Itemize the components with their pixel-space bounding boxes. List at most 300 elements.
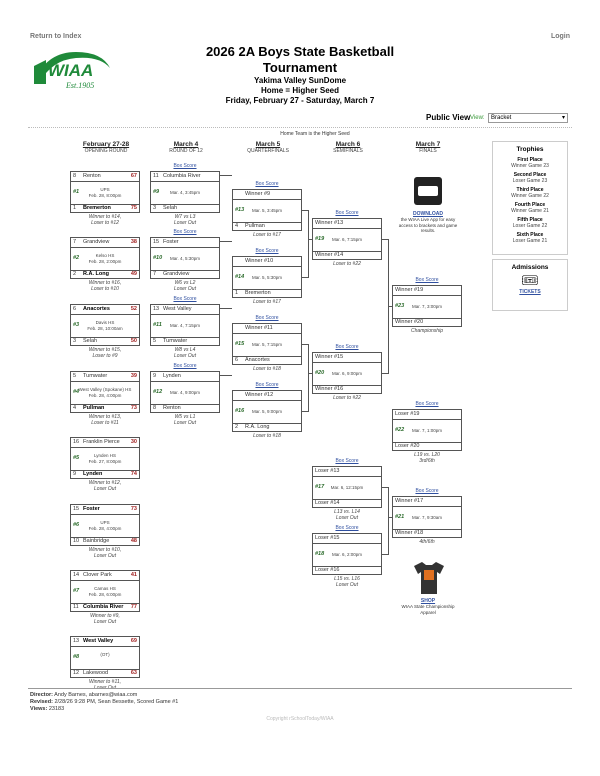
team-name: Lynden bbox=[83, 471, 103, 477]
team-row-bottom[interactable] bbox=[233, 356, 301, 365]
team-name: R.A. Long bbox=[245, 424, 270, 430]
game-time: Feb. 28, 4:00pm bbox=[88, 526, 122, 531]
box-score-link[interactable]: Box Score bbox=[335, 210, 359, 216]
game-box[interactable] bbox=[70, 504, 140, 546]
team-seed: 3 bbox=[153, 205, 157, 211]
bracket-line bbox=[308, 344, 309, 412]
game-box[interactable] bbox=[70, 371, 140, 413]
team-name: Clover Park bbox=[83, 572, 112, 578]
team-row-bottom[interactable] bbox=[313, 566, 381, 575]
team-row-bottom[interactable] bbox=[151, 270, 219, 279]
box-score-link[interactable]: Box Score bbox=[335, 458, 359, 464]
column-header bbox=[306, 141, 390, 154]
game-note: Loser to #22 bbox=[333, 261, 361, 267]
team-row-top[interactable] bbox=[313, 534, 381, 543]
team-name: Anacortes bbox=[83, 306, 110, 312]
game-number: #12 bbox=[153, 389, 163, 395]
team-row-top[interactable] bbox=[71, 172, 139, 181]
game-time: Mar. 5, 9:00pm bbox=[251, 409, 282, 414]
team-name: R.A. Long bbox=[83, 271, 109, 277]
game-time: Feb. 27, 8:00pm bbox=[88, 459, 122, 464]
team-score: 73 bbox=[130, 405, 137, 411]
row-divider bbox=[71, 514, 139, 515]
column-round: OPENING ROUND bbox=[84, 148, 128, 154]
team-row-bottom[interactable] bbox=[313, 499, 381, 508]
game-note: Loser to #9 bbox=[92, 353, 118, 359]
game-number: #18 bbox=[315, 551, 325, 557]
game-box[interactable] bbox=[70, 437, 140, 479]
box-score-link[interactable]: Box Score bbox=[255, 315, 279, 321]
trophy-place: Sixth Place bbox=[516, 232, 544, 238]
team-name: Loser #14 bbox=[315, 500, 340, 506]
game-box[interactable] bbox=[392, 496, 462, 538]
game-box[interactable] bbox=[70, 171, 140, 213]
row-divider bbox=[233, 400, 301, 401]
game-box[interactable] bbox=[70, 636, 140, 678]
game-note: Loser Out bbox=[336, 515, 358, 521]
game-box[interactable] bbox=[312, 352, 382, 394]
game-note: Championship bbox=[411, 328, 443, 334]
team-name: Pullman bbox=[245, 223, 265, 229]
team-seed: 13 bbox=[153, 306, 160, 312]
game-note: 4th/6th bbox=[419, 539, 435, 545]
team-row-bottom[interactable] bbox=[151, 204, 219, 213]
game-box[interactable] bbox=[150, 304, 220, 346]
game-number: #10 bbox=[153, 255, 163, 261]
team-seed: 4 bbox=[235, 223, 239, 229]
game-box[interactable] bbox=[312, 466, 382, 508]
copyright: Copyright rSchoolToday/WIAA bbox=[266, 716, 334, 722]
team-row-bottom[interactable] bbox=[71, 337, 139, 346]
team-name: Bainbridge bbox=[83, 538, 110, 544]
trophy-item bbox=[493, 172, 567, 184]
box-score-link[interactable]: Box Score bbox=[173, 229, 197, 235]
team-score: 48 bbox=[130, 538, 137, 544]
app-description: the WIAA Live App for easy access to brackets and game results. bbox=[398, 217, 458, 233]
game-site: Kelso HS bbox=[95, 253, 115, 258]
team-row-top[interactable] bbox=[233, 257, 301, 266]
game-note: Loser to #18 bbox=[253, 366, 281, 372]
game-time: Mar. 4, 3:45pm bbox=[169, 190, 200, 195]
bracket-line bbox=[308, 210, 309, 278]
team-seed: 1 bbox=[235, 290, 239, 296]
game-number: #7 bbox=[73, 588, 80, 594]
bracket-line bbox=[220, 241, 232, 242]
team-row-top[interactable] bbox=[151, 372, 219, 381]
game-time: Mar. 5, 5:30pm bbox=[251, 275, 282, 280]
column-date: March 4 bbox=[173, 141, 199, 148]
game-box[interactable] bbox=[232, 189, 302, 231]
game-box[interactable] bbox=[70, 304, 140, 346]
team-seed: 5 bbox=[153, 338, 157, 344]
team-row-bottom[interactable] bbox=[233, 289, 301, 298]
team-row-bottom[interactable] bbox=[233, 423, 301, 432]
team-score: 41 bbox=[130, 572, 137, 578]
row-divider bbox=[393, 506, 461, 507]
apparel-icon[interactable] bbox=[410, 560, 448, 596]
game-number: #9 bbox=[153, 189, 160, 195]
team-name: Winner #11 bbox=[245, 325, 273, 331]
chevron-down-icon: ▾ bbox=[561, 115, 565, 121]
box-score-link[interactable]: Box Score bbox=[173, 163, 197, 169]
team-seed: 14 bbox=[73, 572, 80, 578]
game-note: Loser Out bbox=[94, 619, 116, 625]
game-note: Loser to #18 bbox=[253, 433, 281, 439]
game-time: Mar. 4, 5:30pm bbox=[169, 256, 200, 261]
game-number: #2 bbox=[73, 255, 80, 261]
team-score: 63 bbox=[130, 670, 137, 676]
game-note: Winner to #14, bbox=[88, 214, 122, 220]
box-score-link[interactable]: Box Score bbox=[415, 488, 439, 494]
column-date: March 5 bbox=[255, 141, 281, 148]
divider bbox=[28, 127, 572, 128]
game-note: Winner to #16, bbox=[88, 280, 122, 286]
column-round: QUARTERFINALS bbox=[247, 148, 289, 154]
game-box[interactable] bbox=[392, 285, 462, 327]
game-note: Loser to #11 bbox=[91, 420, 119, 426]
team-seed: 1 bbox=[73, 205, 77, 211]
bracket-line bbox=[220, 308, 232, 309]
trophy-game: Loser Game 21 bbox=[512, 238, 548, 244]
return-to-index-link[interactable]: Return to Index bbox=[30, 33, 82, 40]
team-row-bottom[interactable] bbox=[71, 270, 139, 279]
team-name: Grandview bbox=[83, 239, 110, 245]
game-site: West Valley (Spokane) HS bbox=[78, 387, 132, 392]
team-seed: 4 bbox=[73, 405, 77, 411]
game-number: #11 bbox=[153, 322, 162, 328]
team-row-bottom[interactable] bbox=[313, 251, 381, 260]
bracket-line bbox=[388, 487, 389, 555]
team-row-top[interactable] bbox=[71, 438, 139, 447]
team-row-top[interactable] bbox=[393, 286, 461, 295]
team-row-top[interactable] bbox=[393, 497, 461, 506]
game-time: Feb. 28, 8:00pm bbox=[88, 193, 122, 198]
game-time: Mar. 6, 2:00pm bbox=[331, 552, 362, 557]
game-note: Loser Out bbox=[336, 582, 358, 588]
team-row-bottom[interactable] bbox=[71, 669, 139, 678]
team-score: 69 bbox=[130, 638, 137, 644]
team-name: West Valley bbox=[83, 638, 114, 644]
row-divider bbox=[313, 543, 381, 544]
row-divider bbox=[71, 181, 139, 182]
game-note: Winner to #13, bbox=[88, 414, 122, 420]
row-divider bbox=[313, 228, 381, 229]
team-row-bottom[interactable] bbox=[233, 222, 301, 231]
game-note: Loser to #17 bbox=[253, 232, 281, 238]
trophy-place: Fourth Place bbox=[514, 202, 546, 208]
game-number: #20 bbox=[315, 370, 325, 376]
row-divider bbox=[151, 314, 219, 315]
trophy-item bbox=[493, 187, 567, 199]
team-name: Lakewood bbox=[83, 670, 109, 676]
team-row-top[interactable] bbox=[71, 305, 139, 314]
game-note: Winner to #10, bbox=[88, 547, 122, 553]
team-row-top[interactable] bbox=[71, 372, 139, 381]
game-number: #15 bbox=[235, 341, 245, 347]
game-box[interactable] bbox=[232, 390, 302, 432]
trophy-game: Winner Game 23 bbox=[511, 163, 549, 169]
box-score-link[interactable]: Box Score bbox=[173, 296, 197, 302]
team-name: Selah bbox=[163, 205, 178, 211]
team-name: Loser #20 bbox=[395, 443, 420, 449]
row-divider bbox=[313, 362, 381, 363]
team-row-top[interactable] bbox=[151, 172, 219, 181]
trophy-place: Fifth Place bbox=[517, 217, 543, 223]
team-name: Renton bbox=[83, 173, 101, 179]
game-note: W7 vs L3 bbox=[174, 214, 196, 220]
game-number: #14 bbox=[235, 274, 245, 280]
team-row-top[interactable] bbox=[71, 238, 139, 247]
column-header bbox=[64, 141, 148, 154]
game-box[interactable] bbox=[232, 323, 302, 365]
team-seed: 13 bbox=[73, 638, 80, 644]
game-note: Winner to #15, bbox=[88, 347, 122, 353]
team-name: West Valley bbox=[163, 306, 192, 312]
team-seed: 2 bbox=[73, 271, 77, 277]
game-site: Lynden HS bbox=[93, 453, 117, 458]
game-time: Mar. 4, 9:00pm bbox=[169, 390, 200, 395]
team-seed: 5 bbox=[73, 373, 77, 379]
team-score: 75 bbox=[130, 205, 137, 211]
game-number: #16 bbox=[235, 408, 245, 414]
trophy-place: Second Place bbox=[513, 172, 547, 178]
game-note: L13 vs. L14 bbox=[334, 509, 360, 515]
trophies-panel bbox=[492, 141, 568, 255]
team-name: Foster bbox=[163, 239, 179, 245]
game-note: Winner to #9, bbox=[90, 613, 120, 619]
team-name: Anacortes bbox=[245, 357, 270, 363]
team-row-top[interactable] bbox=[151, 305, 219, 314]
game-time: Mar. 7, 3:00pm bbox=[411, 304, 442, 309]
views-value: 23183 bbox=[48, 706, 65, 712]
box-score-link[interactable]: Box Score bbox=[173, 363, 197, 369]
team-row-bottom[interactable] bbox=[71, 603, 139, 612]
director-label: Director: bbox=[30, 692, 53, 698]
footer bbox=[30, 692, 178, 713]
bracket-line bbox=[220, 375, 232, 376]
team-row-bottom[interactable] bbox=[71, 470, 139, 479]
game-time: Mar. 6, 9:00pm bbox=[331, 371, 362, 376]
team-name: Foster bbox=[83, 506, 100, 512]
tournament-title bbox=[0, 44, 600, 106]
team-row-top[interactable] bbox=[233, 391, 301, 400]
game-box[interactable] bbox=[70, 237, 140, 279]
game-note: Loser Out bbox=[174, 286, 196, 292]
team-row-bottom[interactable] bbox=[71, 404, 139, 413]
column-round: ROUND OF 12 bbox=[169, 148, 203, 154]
box-score-link[interactable]: Box Score bbox=[255, 382, 279, 388]
game-time: Feb. 28, 2:00pm bbox=[88, 259, 122, 264]
team-name: Selah bbox=[83, 338, 98, 344]
tickets-link[interactable]: TICKETS bbox=[519, 289, 541, 295]
bracket-line bbox=[220, 175, 232, 176]
row-divider bbox=[151, 181, 219, 182]
revised-value: 2/28/26 9:28 PM, Sean Bessette, Scored Game #1 bbox=[54, 699, 179, 705]
shop-link[interactable]: SHOP bbox=[420, 598, 436, 604]
game-note: Loser Out bbox=[94, 553, 116, 559]
team-score: 74 bbox=[130, 471, 137, 477]
game-time: Mar. 5, 3:45pm bbox=[251, 208, 282, 213]
game-time: Mar. 7, 1:00pm bbox=[411, 428, 442, 433]
game-site: (OT) bbox=[100, 652, 110, 657]
game-number: #6 bbox=[73, 522, 80, 528]
team-name: Winner #14 bbox=[315, 252, 344, 258]
trophy-game: Loser Game 23 bbox=[512, 178, 548, 184]
box-score-link[interactable]: Box Score bbox=[335, 525, 359, 531]
game-site: Davis HS bbox=[95, 320, 115, 325]
row-divider bbox=[393, 419, 461, 420]
team-score: 49 bbox=[130, 271, 137, 277]
team-row-top[interactable] bbox=[393, 410, 461, 419]
game-time: Mar. 5, 7:15pm bbox=[251, 342, 282, 347]
team-name: Winner #20 bbox=[395, 319, 424, 325]
view-select[interactable] bbox=[488, 113, 568, 123]
game-time: Mar. 7, 9:30am bbox=[411, 515, 442, 520]
game-box[interactable] bbox=[150, 237, 220, 279]
game-number: #3 bbox=[73, 322, 80, 328]
game-box[interactable] bbox=[70, 570, 140, 612]
row-divider bbox=[71, 646, 139, 647]
game-number: #5 bbox=[73, 455, 80, 461]
team-name: Winner #10 bbox=[245, 258, 274, 264]
team-row-bottom[interactable] bbox=[393, 442, 461, 451]
team-row-top[interactable] bbox=[313, 353, 381, 362]
team-row-top[interactable] bbox=[71, 505, 139, 514]
trophies-title: Trophies bbox=[516, 146, 544, 153]
trophy-item bbox=[493, 157, 567, 169]
box-score-link[interactable]: Box Score bbox=[415, 277, 439, 283]
team-name: Winner #9 bbox=[245, 191, 271, 197]
wiaa-app-icon[interactable] bbox=[414, 177, 442, 205]
team-name: Grandview bbox=[163, 271, 190, 277]
row-divider bbox=[233, 266, 301, 267]
team-name: Columbia River bbox=[163, 173, 201, 179]
login-link[interactable]: Login bbox=[550, 33, 570, 40]
team-name: Loser #16 bbox=[315, 567, 340, 573]
row-divider bbox=[233, 333, 301, 334]
team-row-top[interactable] bbox=[151, 238, 219, 247]
team-seed: 16 bbox=[73, 439, 80, 445]
team-row-top[interactable] bbox=[71, 637, 139, 646]
game-time: Mar. 6, 12:15pm bbox=[330, 485, 364, 490]
team-name: Tumwater bbox=[163, 338, 188, 344]
game-time: Feb. 28, 10:00am bbox=[87, 326, 123, 331]
ticket-icon[interactable]: 🎟 bbox=[521, 272, 539, 288]
game-box[interactable] bbox=[150, 371, 220, 413]
team-name: Winner #19 bbox=[395, 287, 424, 293]
team-name: Winner #17 bbox=[395, 498, 424, 504]
admissions-panel bbox=[492, 259, 568, 311]
box-score-link[interactable]: Box Score bbox=[255, 248, 279, 254]
team-name: Bremerton bbox=[83, 205, 111, 211]
team-seed: 11 bbox=[73, 604, 79, 610]
game-number: #1 bbox=[73, 189, 80, 195]
team-score: 38 bbox=[130, 239, 137, 245]
game-box[interactable] bbox=[312, 218, 382, 260]
column-date: March 6 bbox=[335, 141, 361, 148]
venue: Yakima Valley SunDome bbox=[253, 76, 347, 85]
bracket-line bbox=[308, 373, 312, 374]
team-row-top[interactable] bbox=[71, 571, 139, 580]
column-date: March 7 bbox=[415, 141, 441, 148]
box-score-link[interactable]: Box Score bbox=[255, 181, 279, 187]
team-row-top[interactable] bbox=[313, 219, 381, 228]
game-note: Winner to #12, bbox=[88, 480, 122, 486]
game-box[interactable] bbox=[392, 409, 462, 451]
column-header bbox=[226, 141, 310, 154]
game-note: Loser to #10 bbox=[91, 286, 119, 292]
team-seed: 7 bbox=[73, 239, 77, 245]
game-note: Loser to #22 bbox=[333, 395, 361, 401]
game-note: Loser Out bbox=[94, 486, 116, 492]
team-seed: 12 bbox=[73, 670, 80, 676]
bracket-line bbox=[388, 517, 392, 518]
team-name: Winner #13 bbox=[315, 220, 344, 226]
team-row-bottom[interactable] bbox=[393, 318, 461, 327]
trophy-item bbox=[493, 202, 567, 214]
team-seed: 8 bbox=[73, 173, 77, 179]
team-score: 30 bbox=[130, 439, 137, 445]
game-site: UPS bbox=[100, 187, 110, 192]
game-number: #13 bbox=[235, 207, 245, 213]
team-seed: 9 bbox=[153, 373, 157, 379]
team-name: Winner #12 bbox=[245, 392, 274, 398]
download-link[interactable]: DOWNLOAD bbox=[413, 211, 443, 217]
team-score: 73 bbox=[130, 506, 137, 512]
game-note: L19 vs. L20 bbox=[414, 452, 440, 458]
column-date: February 27-28 bbox=[82, 141, 130, 148]
team-row-bottom[interactable] bbox=[71, 204, 139, 213]
team-row-bottom[interactable] bbox=[71, 537, 139, 546]
trophy-game: Winner Game 22 bbox=[511, 193, 549, 199]
row-divider bbox=[71, 580, 139, 581]
team-seed: 2 bbox=[235, 424, 239, 430]
team-row-bottom[interactable] bbox=[151, 337, 219, 346]
game-box[interactable] bbox=[150, 171, 220, 213]
box-score-link[interactable]: Box Score bbox=[335, 344, 359, 350]
row-divider bbox=[151, 247, 219, 248]
team-name: Winner #18 bbox=[395, 530, 424, 536]
team-score: 77 bbox=[130, 604, 137, 610]
trophy-game: Loser Game 22 bbox=[512, 223, 548, 229]
view-label: View: bbox=[470, 115, 485, 121]
game-note: W6 vs L2 bbox=[174, 280, 196, 286]
game-box[interactable] bbox=[232, 256, 302, 298]
team-row-bottom[interactable] bbox=[393, 529, 461, 538]
team-row-bottom[interactable] bbox=[313, 385, 381, 394]
team-seed: 11 bbox=[153, 173, 159, 179]
title-line-2: Tournament bbox=[262, 60, 338, 75]
team-row-top[interactable] bbox=[233, 190, 301, 199]
row-divider bbox=[151, 381, 219, 382]
team-row-top[interactable] bbox=[233, 324, 301, 333]
team-row-bottom[interactable] bbox=[151, 404, 219, 413]
director-value: Andy Barnes, abarnes@wiaa.com bbox=[54, 692, 138, 698]
team-name: Bremerton bbox=[245, 290, 271, 296]
row-divider bbox=[71, 381, 139, 382]
tournament-dates: Friday, February 27 - Saturday, March 7 bbox=[225, 96, 375, 105]
box-score-link[interactable]: Box Score bbox=[415, 401, 439, 407]
admissions-title: Admissions bbox=[511, 264, 549, 271]
team-score: 67 bbox=[130, 173, 137, 179]
team-seed: 15 bbox=[153, 239, 160, 245]
row-divider bbox=[393, 295, 461, 296]
trophy-game: Winner Game 21 bbox=[511, 208, 549, 214]
game-note: Loser Out bbox=[94, 685, 116, 691]
game-box[interactable] bbox=[312, 533, 382, 575]
team-row-top[interactable] bbox=[313, 467, 381, 476]
game-site: UPS bbox=[100, 520, 110, 525]
